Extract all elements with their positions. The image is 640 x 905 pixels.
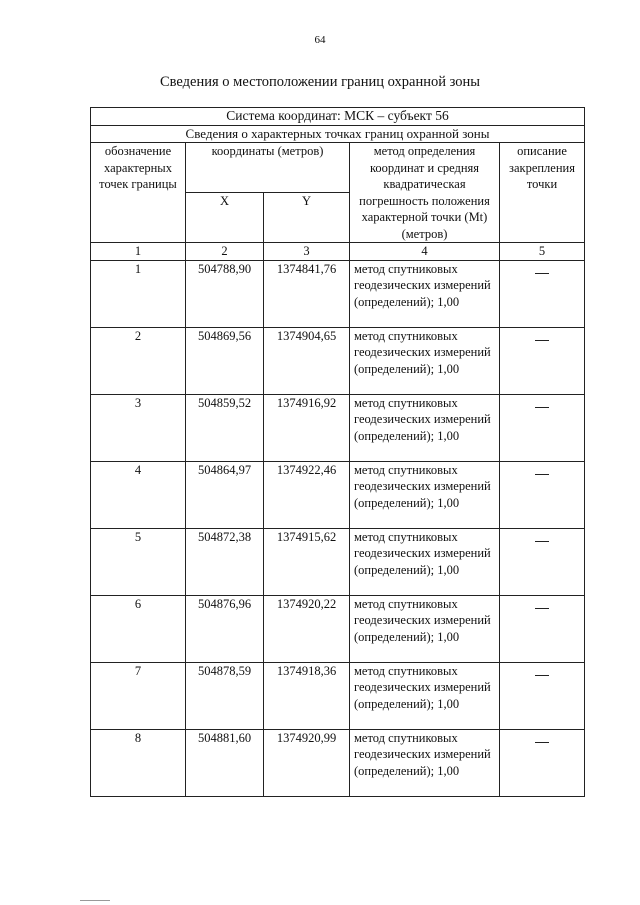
dash-mark [535,474,549,475]
description-cell [500,528,585,595]
coordinate-system-label: Система координат: МСК – субъект 56 [91,108,585,126]
method-cell: метод спутниковых геодезических измерений (определений); 1,00 [350,528,500,595]
column-header-row [91,143,585,193]
point-number: 7 [91,662,186,729]
dash-mark [535,273,549,274]
description-cell [500,394,585,461]
header-description: описание закрепления точки [500,143,585,243]
coordinate-x: 504872,38 [186,528,264,595]
point-number: 3 [91,394,186,461]
scan-artifact [80,900,110,901]
coordinate-y: 1374915,62 [264,528,350,595]
column-number: 4 [350,243,500,261]
point-number: 1 [91,260,186,327]
description-cell [500,327,585,394]
table-row [91,461,585,528]
method-cell: метод спутниковых геодезических измерений (определений); 1,00 [350,662,500,729]
table-row [91,662,585,729]
column-number: 3 [264,243,350,261]
page-number: 64 [314,34,326,46]
coordinate-x: 504864,97 [186,461,264,528]
table-row [91,595,585,662]
column-number-row [91,243,585,261]
column-number: 2 [186,243,264,261]
boundary-points-table [90,107,585,797]
column-number: 5 [500,243,585,261]
coordinate-x: 504878,59 [186,662,264,729]
column-number: 1 [91,243,186,261]
point-number: 4 [91,461,186,528]
coordinate-x: 504869,56 [186,327,264,394]
method-cell: метод спутниковых геодезических измерений (определений); 1,00 [350,729,500,796]
point-number: 2 [91,327,186,394]
coordinate-y: 1374904,65 [264,327,350,394]
dash-mark [535,541,549,542]
method-cell: метод спутниковых геодезических измерений (определений); 1,00 [350,394,500,461]
description-cell [500,595,585,662]
description-cell [500,260,585,327]
table-row [91,327,585,394]
coordinate-system-row [91,108,585,126]
coordinate-y: 1374841,76 [264,260,350,327]
dash-mark [535,742,549,743]
description-cell [500,662,585,729]
table-row [91,729,585,796]
header-x: X [186,193,264,243]
document-title: Сведения о местоположении границ охранной зоны [159,74,480,90]
coordinate-x: 504859,52 [186,394,264,461]
table-row [91,528,585,595]
table-row [91,394,585,461]
table-row [91,260,585,327]
coordinate-x: 504788,90 [186,260,264,327]
info-row [91,125,585,143]
coordinate-y: 1374916,92 [264,394,350,461]
description-cell [500,729,585,796]
header-coordinates: координаты (метров) [186,143,350,193]
coordinate-y: 1374922,46 [264,461,350,528]
coordinate-y: 1374918,36 [264,662,350,729]
dash-mark [535,675,549,676]
method-cell: метод спутниковых геодезических измерений (определений); 1,00 [350,461,500,528]
header-method: метод определения координат и средняя квадратическая погрешность положения характерной точки (Mt) (метров) [350,143,500,243]
coordinate-x: 504881,60 [186,729,264,796]
method-cell: метод спутниковых геодезических измерений (определений); 1,00 [350,327,500,394]
description-cell [500,461,585,528]
point-number: 8 [91,729,186,796]
method-cell: метод спутниковых геодезических измерений (определений); 1,00 [350,260,500,327]
header-designation: обозначение характерных точек границы [91,143,186,243]
coordinate-y: 1374920,22 [264,595,350,662]
coordinate-y: 1374920,99 [264,729,350,796]
coordinate-x: 504876,96 [186,595,264,662]
method-cell: метод спутниковых геодезических измерений (определений); 1,00 [350,595,500,662]
header-y: Y [264,193,350,243]
dash-mark [535,608,549,609]
points-info-label: Сведения о характерных точках границ охранной зоны [91,125,585,143]
dash-mark [535,340,549,341]
point-number: 5 [91,528,186,595]
dash-mark [535,407,549,408]
table-body [91,108,585,797]
point-number: 6 [91,595,186,662]
